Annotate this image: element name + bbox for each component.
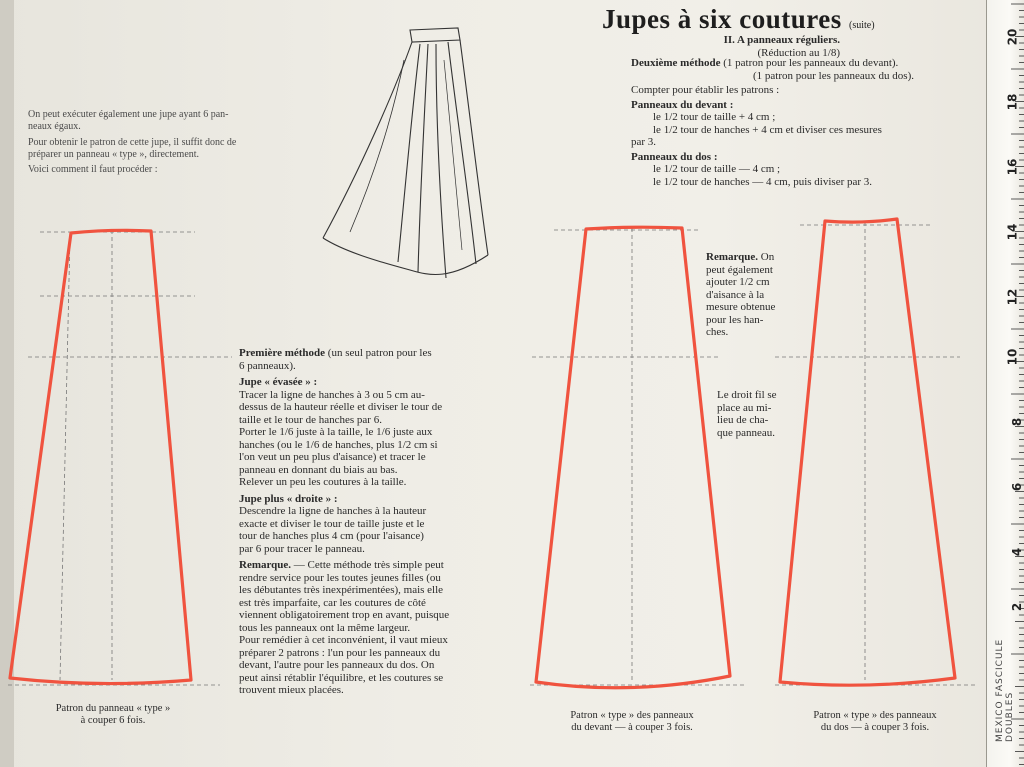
droite-label: Jupe plus « droite » : (239, 492, 338, 505)
droit-fil-note: Le droit fil se place au mi- lieu de cha- que panneau. (717, 389, 777, 439)
ruler-number: 12 (1005, 288, 1020, 306)
ruler-number: 16 (1005, 158, 1020, 176)
caption-left: Patron du panneau « type » à couper 6 fois. (55, 703, 171, 726)
panel-type-outline (10, 230, 191, 683)
evasee-label: Jupe « évasée » : (239, 376, 318, 388)
section-heading: II. A panneaux réguliers. (723, 34, 840, 46)
ruler-number: 10 (1005, 348, 1020, 366)
ruler-number: 18 (1005, 93, 1020, 111)
pattern-panels (10, 219, 955, 688)
methode2-label: Deuxième méthode (631, 57, 721, 69)
ruler-number: 6 (1009, 482, 1024, 492)
methode2-block: Deuxième méthode (1 patron pour les panneaux du devant). (1 patron pour les panneaux du dos). Compter pour établir les patrons : Panneaux du devant : le 1/2 tour de taille + 4 cm ; le 1/2 tour de hanches + 4 cm et diviser ces mesures par 3. Panneaux du dos : le 1/2 tour de taille — 4 cm ; le 1/2 tour de hanches — 4 cm, puis diviser par 3. (631, 57, 981, 188)
remarque-label: Remarque. (239, 559, 292, 571)
guide-lines (8, 222, 975, 685)
ruler-number: 4 (1009, 547, 1024, 557)
ruler-number: 20 (1005, 28, 1020, 46)
methode1-block: Première méthode (un seul patron pour les 6 panneaux). Jupe « évasée » : Tracer la ligne de hanches à 3 ou 5 cm au- dessus de la hauteur réelle et diviser le tour de taille et le tour de hanches par 6. Porter le 1/6 juste à la taille, le 1/6 juste aux hanches (ou le 1/6 de hanches, plus 1/2 cm si l'on veut un peu plus d'aisance) et tracer le panneau en donnant du biais au bas. Relever un peu les coutures à la taille. Jupe plus « droite » : Descendre la ligne de hanches à la hauteur exacte et diviser le tour de taille juste et le tour de hanches plus 4 cm (pour l'aisance) par 6 pour tracer le panneau. Remarque. — Cette méthode très simple peut rendre service pour les toutes jeunes filles (ou les débutantes très inexpérimentées), mais elle est très imparfaite, car les coutures de côté viennent obligatoirement trop en avant, puisque tous les panneaux ont la même largeur. Pour remédier à cet inconvénient, il vaut mieux préparer 2 patrons : l'un pour les panneaux du devant, l'autre pour les panneaux du dos. On peut ainsi rétablir l'équilibre, et les coutures se trouvent mieux placées. (239, 347, 505, 697)
skirt-sketch (323, 28, 488, 278)
intro-block: On peut exécuter également une jupe ayant 6 pan- neaux égaux. Pour obtenir le patron de cette jupe, il suffit donc de préparer un panneau « type », directement. Voici comment il faut procéder : (28, 109, 237, 175)
ruler-number: 14 (1005, 223, 1020, 241)
methode1-label: Première méthode (239, 347, 326, 359)
panel-devant-outline (536, 227, 730, 688)
caption-middle: Patron « type » des panneaux du devant — à couper 3 fois. (570, 710, 694, 733)
dos-label: Panneaux du dos : (631, 150, 718, 163)
page-title: Jupes à six coutures (suite) (602, 4, 875, 34)
ruler-number: 8 (1009, 417, 1024, 427)
ruler-number: 2 (1009, 602, 1024, 612)
measuring-ruler (986, 0, 1024, 767)
reduction-note: (Réduction au 1/8) (757, 46, 840, 59)
devant-label: Panneaux du devant : (631, 98, 734, 111)
caption-right: Patron « type » des panneaux du dos — à couper 3 fois. (813, 710, 937, 733)
ruler-brand: MEXICO FASCICULE DOUBLES (995, 638, 1015, 742)
methode2-intro: Compter pour établir les patrons : (631, 84, 780, 96)
panel-dos-outline (780, 219, 955, 685)
remarque2-block: Remarque. On peut également ajouter 1/2 cm d'aisance à la mesure obtenue pour les han- ches. (706, 251, 776, 338)
